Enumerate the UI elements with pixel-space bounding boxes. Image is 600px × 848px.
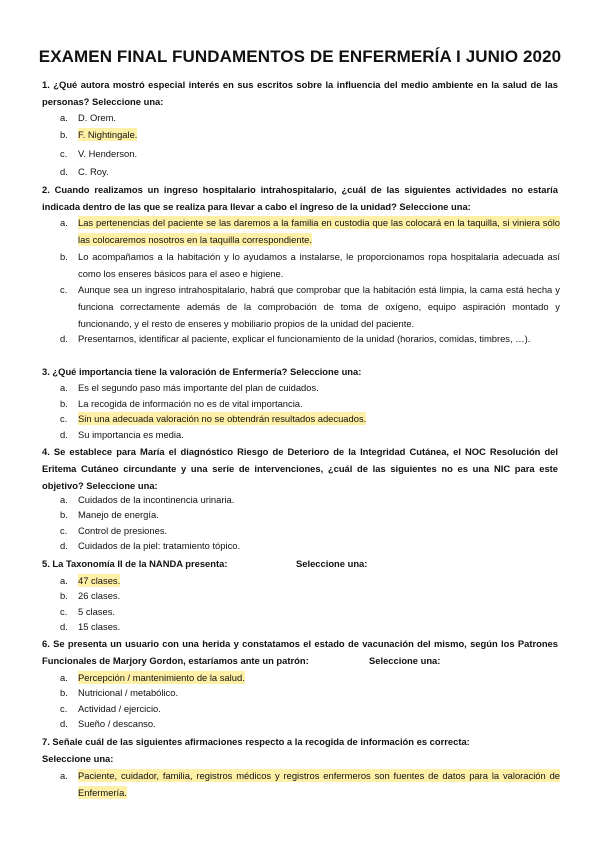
option-4d[interactable] <box>60 537 560 554</box>
question-text: 6. Se presenta un usuario con una herida y constatamos el estado de vacunación del mismo, según los Patrones Funcionales de Marjory Gordon, estaríamos ante un patrón: <box>42 638 558 666</box>
option-letter: a. <box>60 575 68 586</box>
option-letter: c. <box>60 606 68 617</box>
option-text: La recogida de información no es de vital importancia. <box>78 398 303 409</box>
option-2d[interactable] <box>60 330 560 347</box>
option-letter: d. <box>60 166 68 177</box>
option-text: 5 clases. <box>78 606 115 617</box>
option-6b[interactable] <box>60 684 560 701</box>
question-6 <box>42 635 558 669</box>
option-text: 15 clases. <box>78 621 121 632</box>
question-5 <box>42 555 558 572</box>
option-text: V. Henderson. <box>78 148 138 159</box>
option-letter: b. <box>60 509 68 520</box>
option-text: Actividad / ejercicio. <box>78 703 161 714</box>
option-3d[interactable] <box>60 426 560 443</box>
option-letter: b. <box>60 251 68 262</box>
question-4: 4. Se establece para María el diagnóstico Riesgo de Deterioro de la Integridad Cutánea, el NOC Resolución del Eritema Cutáneo circundante y una serie de intervenciones, ¿cuál de las siguientes no es una NIC para este objetivo? Seleccione una: <box>42 446 558 491</box>
select-one-label: Seleccione una: <box>369 655 441 666</box>
option-text-highlighted: Percepción / mantenimiento de la salud. <box>78 672 245 683</box>
option-letter: a. <box>60 217 68 228</box>
question-2: 2. Cuando realizamos un ingreso hospitalario intrahospitalario, ¿cuál de las siguientes actividades no estaría indicada dentro de las que se realiza para llevar a cabo el ingreso de la unidad? Seleccione una: <box>42 184 558 212</box>
option-text: 26 clases. <box>78 590 121 601</box>
option-text: Presentarnos, identificar al paciente, explicar el funcionamiento de la unidad (horarios, comidas, timbres, …). <box>78 333 531 344</box>
option-text: Cuidados de la incontinencia urinaria. <box>78 494 235 505</box>
select-one-label: Seleccione una: <box>42 753 114 764</box>
option-text: Lo acompañamos a la habitación y lo ayudamos a instalarse, le proporcionamos ropa hospitalaria adecuada así como los enseres básicos para el aseo e higiene. <box>78 251 560 279</box>
question-text: 5. La Taxonomía II de la NANDA presenta: <box>42 558 228 569</box>
option-2a[interactable] <box>60 214 560 248</box>
option-letter: c. <box>60 413 68 424</box>
option-text: Es el segundo paso más importante del plan de cuidados. <box>78 382 319 393</box>
select-one-label: Seleccione una: <box>296 558 368 569</box>
option-7a[interactable] <box>60 767 560 801</box>
option-text: Control de presiones. <box>78 525 168 536</box>
option-letter: d. <box>60 540 68 551</box>
option-3c[interactable] <box>60 410 560 427</box>
option-text: C. Roy. <box>78 166 109 177</box>
question-1: 1. ¿Qué autora mostró especial interés en sus escritos sobre la influencia del medio ambiente en la salud de las personas? Seleccione una: <box>42 79 558 107</box>
option-4b[interactable] <box>60 506 560 523</box>
option-letter: a. <box>60 770 68 781</box>
option-1d[interactable] <box>60 163 560 180</box>
option-text: Manejo de energía. <box>78 509 159 520</box>
option-letter: d. <box>60 429 68 440</box>
option-letter: b. <box>60 687 68 698</box>
option-letter: a. <box>60 112 68 123</box>
option-text-highlighted: F. Nightingale. <box>78 129 138 140</box>
option-letter: c. <box>60 148 68 159</box>
question-text: 7. Señale cuál de las siguientes afirmaciones respecto a la recogida de información es correcta: <box>42 736 470 747</box>
option-text-highlighted: Las pertenencias del paciente se las daremos a la familia en custodia que las colocará en la taquilla, si viniera sólo las colocaremos nosotros en la taquilla correspondiente. <box>78 217 560 245</box>
option-letter: b. <box>60 590 68 601</box>
question-7 <box>42 733 558 767</box>
option-text-highlighted: Sin una adecuada valoración no se obtendrán resultados adecuados. <box>78 413 367 424</box>
option-text: Aunque sea un ingreso intrahospitalario, habrá que comprobar que la habitación está limpia, la cama está hecha y funciona correctamente además de la comprobación de toma de oxígeno, equipo aspiración montado y funcionando, y el resto de enseres y mobiliario propios de la unidad del paciente. <box>78 284 560 329</box>
option-text: Su importancia es media. <box>78 429 184 440</box>
option-letter: d. <box>60 718 68 729</box>
option-letter: a. <box>60 672 68 683</box>
option-text-highlighted: 47 clases. <box>78 575 121 586</box>
option-text: D. Orem. <box>78 112 117 123</box>
option-letter: c. <box>60 703 68 714</box>
option-text: Cuidados de la piel: tratamiento tópico. <box>78 540 241 551</box>
option-letter: d. <box>60 333 68 344</box>
option-text: Sueño / descanso. <box>78 718 156 729</box>
option-letter: a. <box>60 494 68 505</box>
option-letter: b. <box>60 129 68 140</box>
option-text-highlighted: Paciente, cuidador, familia, registros médicos y registros enfermeros son fuentes de datos para la valoración de Enfermería. <box>78 770 560 798</box>
option-1a[interactable] <box>60 109 560 126</box>
option-letter: c. <box>60 284 68 295</box>
exam-title: EXAMEN FINAL FUNDAMENTOS DE ENFERMERÍA I JUNIO 2020 <box>38 47 562 66</box>
question-3: 3. ¿Qué importancia tiene la valoración de Enfermería? Seleccione una: <box>42 366 362 377</box>
option-3a[interactable] <box>60 379 560 396</box>
option-1c[interactable] <box>60 145 560 162</box>
option-5b[interactable] <box>60 587 560 604</box>
option-5d[interactable] <box>60 618 560 635</box>
option-letter: d. <box>60 621 68 632</box>
option-1b[interactable] <box>60 126 560 143</box>
option-text: Nutricional / metabólico. <box>78 687 179 698</box>
option-2c[interactable] <box>60 281 560 332</box>
option-letter: a. <box>60 382 68 393</box>
option-2b[interactable] <box>60 248 560 282</box>
option-6d[interactable] <box>60 715 560 732</box>
option-letter: c. <box>60 525 68 536</box>
option-letter: b. <box>60 398 68 409</box>
